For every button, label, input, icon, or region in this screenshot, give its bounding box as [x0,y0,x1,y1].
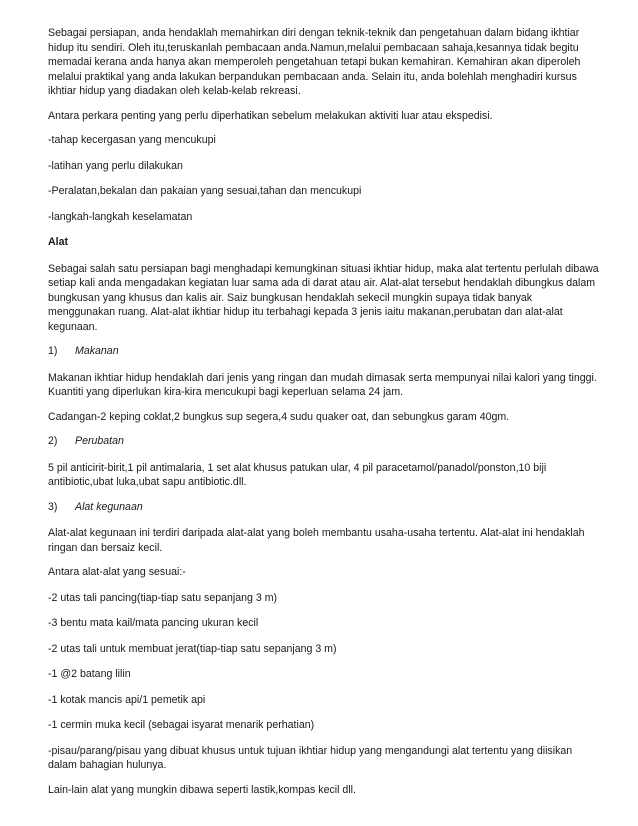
item-number: 3) [48,500,58,513]
intro-paragraph: Sebagai persiapan, anda hendaklah memahirkan diri dengan teknik-teknik dan pengetahuan dalam bidang ikhtiar hidup itu sendiri. Oleh itu,teruskanlah pembacaan anda.Namun,melalui pembacaan sahaja,kesannya tidak begitu memadai kerana anda hanya akan memperoleh pengetahuan tetapi bukan kemahiran. Kemahiran akan diperoleh melalui praktikal yang anda lakukan berpandukan pembacaan anda. Selain itu, anda bolehlah menghadiri kursus ikhtiar hidup yang diadakan oleh kelab-kelab rekreasi. [48,27,581,97]
alat-intro-paragraph: Sebagai salah satu persiapan bagi menghadapi kemungkinan situasi ikhtiar hidup, maka alat tertentu perlulah dibawa setiap kali anda mengadakan kegiatan luar sama ada di darat atau air. Alat-alat tersebut hendaklah dibungkus dalam bungkusan yang khusus dan kalis air. Saiz bungkusan hendaklah sekecil mungkin supaya tidak banyak menggunakan ruang. Alat-alat ikhtiar hidup itu terbahagi kepada 3 jenis iaitu makanan,perubatan dan alat-alat kegunaan. [48,262,599,333]
numbered-heading-perubatan [48,434,600,449]
numbered-heading-makanan [48,344,600,359]
item-title: Perubatan [75,435,124,447]
kegunaan-list-intro: Antara alat-alat yang sesuai:- [48,566,186,578]
makanan-suggestion: Cadangan-2 keping coklat,2 bungkus sup segera,4 sudu quaker oat, dan sebungkus garam 40gm. [48,410,510,423]
tool-list-item: -1 @2 batang lilin [48,668,131,680]
item-title: Alat kegunaan [75,500,143,513]
consideration-item: -latihan yang perlu dilakukan [48,159,183,172]
consideration-item: -tahap kecergasan yang mencukupi [48,134,216,146]
tool-list-item: -2 utas tali untuk membuat jerat(tiap-tiap satu sepanjang 3 m) [48,642,337,655]
numbered-heading-kegunaan [48,500,600,515]
item-number: 1) [48,345,58,357]
tool-list-item: -3 bentu mata kail/mata pancing ukuran kecil [48,617,259,629]
item-title: Makanan [75,345,119,357]
tool-list-item: -1 kotak mancis api/1 pemetik api [48,693,206,706]
tool-list-item: Lain-lain alat yang mungkin dibawa seperti lastik,kompas kecil dll. [48,783,356,796]
section-heading-alat: Alat [48,236,69,248]
tool-list-item: -1 cermin muka kecil (sebagai isyarat menarik perhatian) [48,719,315,731]
consideration-item: -langkah-langkah keselamatan [48,210,193,223]
considerations-intro: Antara perkara penting yang perlu diperhatikan sebelum melakukan aktiviti luar atau ekspedisi. [48,109,493,122]
tool-list-item: -pisau/parang/pisau yang dibuat khusus untuk tujuan ikhtiar hidup yang mengandungi alat tertentu yang diisikan dalam bahagian hulunya. [48,744,573,771]
item-number: 2) [48,435,58,447]
document-page [48,26,600,807]
consideration-item: -Peralatan,bekalan dan pakaian yang sesuai,tahan dan mencukupi [48,185,362,197]
perubatan-description: 5 pil anticirit-birit,1 pil antimalaria, 1 set alat khusus patukan ular, 4 pil paracetamol/panadol/ponston,10 biji antibiotic,ubat luka,ubat sapu antibiotic.dll. [48,461,547,488]
kegunaan-description: Alat-alat kegunaan ini terdiri daripada alat-alat yang boleh membantu usaha-usaha tertentu. Alat-alat ini hendaklah ringan dan bersaiz kecil. [48,527,585,554]
makanan-description: Makanan ikhtiar hidup hendaklah dari jenis yang ringan dan mudah dimasak serta mempunyai nilai kalori yang tinggi. Kuantiti yang diperlukan kira-kira mencukupi bagi keperluan selama 24 jam. [48,371,597,398]
tool-list-item: -2 utas tali pancing(tiap-tiap satu sepanjang 3 m) [48,591,278,604]
